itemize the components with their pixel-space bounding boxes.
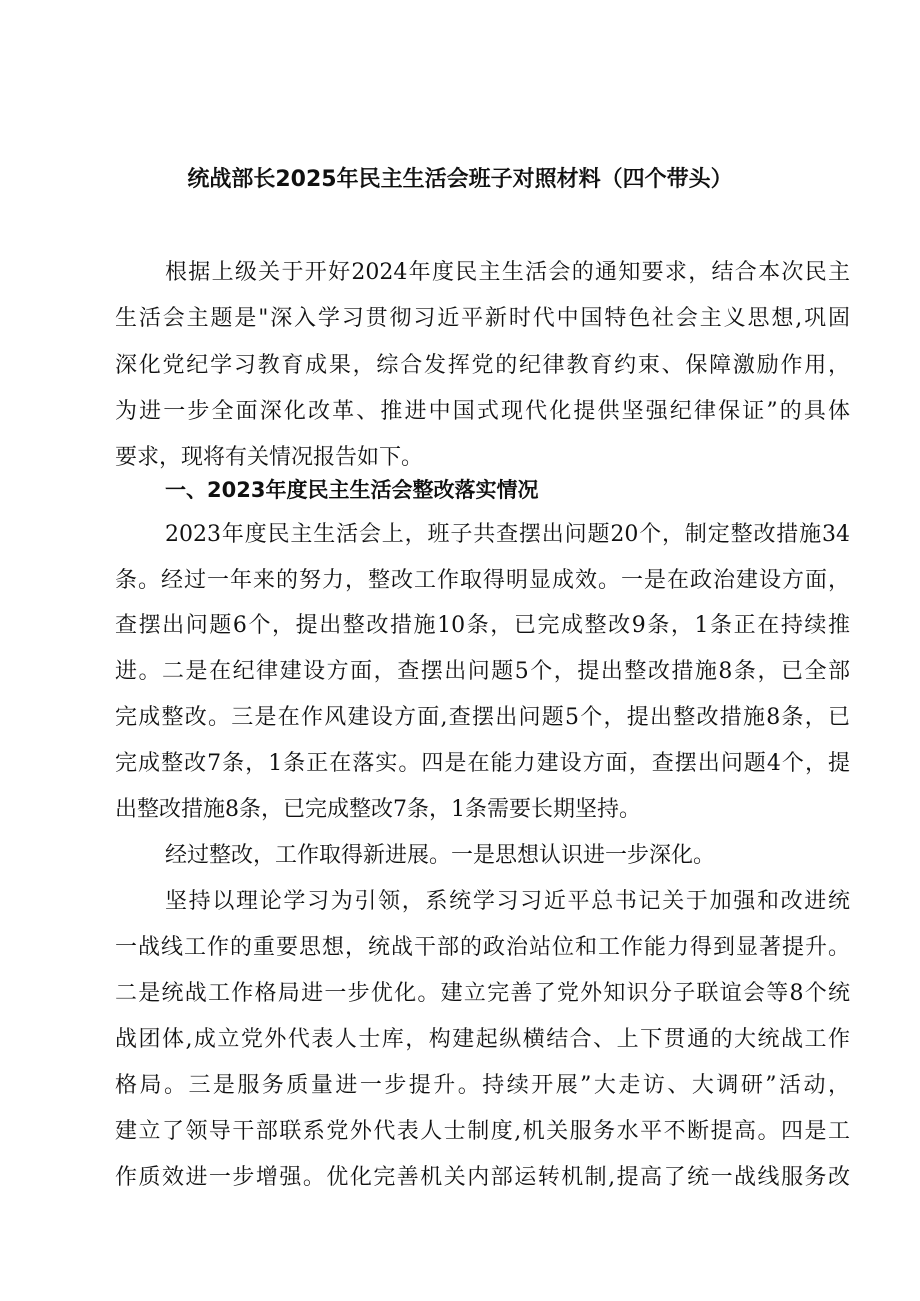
progress-line-4: 战团体,成立党外代表人士库，构建起纵横结合、上下贯通的大统战工作	[115, 1027, 850, 1052]
section1-line-1: 2023年度民主生活会上，班子共查摆出问题20个，制定整改措施34	[165, 522, 850, 547]
progress-line-7: 作质效进一步增强。优化完善机关内部运转机制,提高了统一战线服务改	[115, 1165, 850, 1190]
intro-line-5: 要求，现将有关情况报告如下。	[115, 445, 424, 470]
section1-line-3: 查摆出问题6个，提出整改措施10条，已完成整改9条，1条正在持续推	[115, 613, 850, 638]
intro-line-4: 为进一步全面深化改革、推进中国式现代化提供坚强纪律保证”的具体	[115, 399, 850, 424]
progress-lead-line: 经过整改，工作取得新进展。一是思想认识进一步深化。	[165, 843, 716, 868]
progress-line-6: 建立了领导干部联系党外代表人士制度,机关服务水平不断提高。四是工	[115, 1119, 850, 1144]
section1-line-4: 进。二是在纪律建设方面，查摆出问题5个，提出整改措施8条，已全部	[115, 659, 850, 684]
progress-line-1: 坚持以理论学习为引领，系统学习习近平总书记关于加强和改进统	[165, 889, 850, 914]
document-title: 统战部长2025年民主生活会班子对照材料（四个带头）	[187, 167, 733, 192]
intro-line-1: 根据上级关于开好2024年度民主生活会的通知要求，结合本次民主	[165, 260, 850, 285]
section1-line-6: 完成整改7条，1条正在落实。四是在能力建设方面，查摆出问题4个，提	[115, 751, 850, 776]
section1-line-2: 条。经过一年来的努力，整改工作取得明显成效。一是在政治建设方面，	[115, 568, 850, 593]
progress-line-2: 一战线工作的重要思想，统战干部的政治站位和工作能力得到显著提升。	[115, 935, 850, 960]
section-heading: 一、2023年度民主生活会整改落实情况	[165, 478, 539, 502]
progress-line-3: 二是统战工作格局进一步优化。建立完善了党外知识分子联谊会等8个统	[115, 981, 850, 1006]
progress-line-5: 格局。三是服务质量进一步提升。持续开展”大走访、大调研”活动，	[115, 1073, 850, 1098]
section1-line-5: 完成整改。三是在作风建设方面,查摆出问题5个，提出整改措施8条，已	[115, 705, 850, 730]
intro-line-3: 深化党纪学习教育成果，综合发挥党的纪律教育约束、保障激励作用，	[115, 353, 850, 378]
section1-line-7: 出整改措施8条，已完成整改7条，1条需要长期坚持。	[115, 797, 641, 822]
intro-line-2: 生活会主题是"深入学习贯彻习近平新时代中国特色社会主义思想,巩固	[115, 306, 850, 331]
